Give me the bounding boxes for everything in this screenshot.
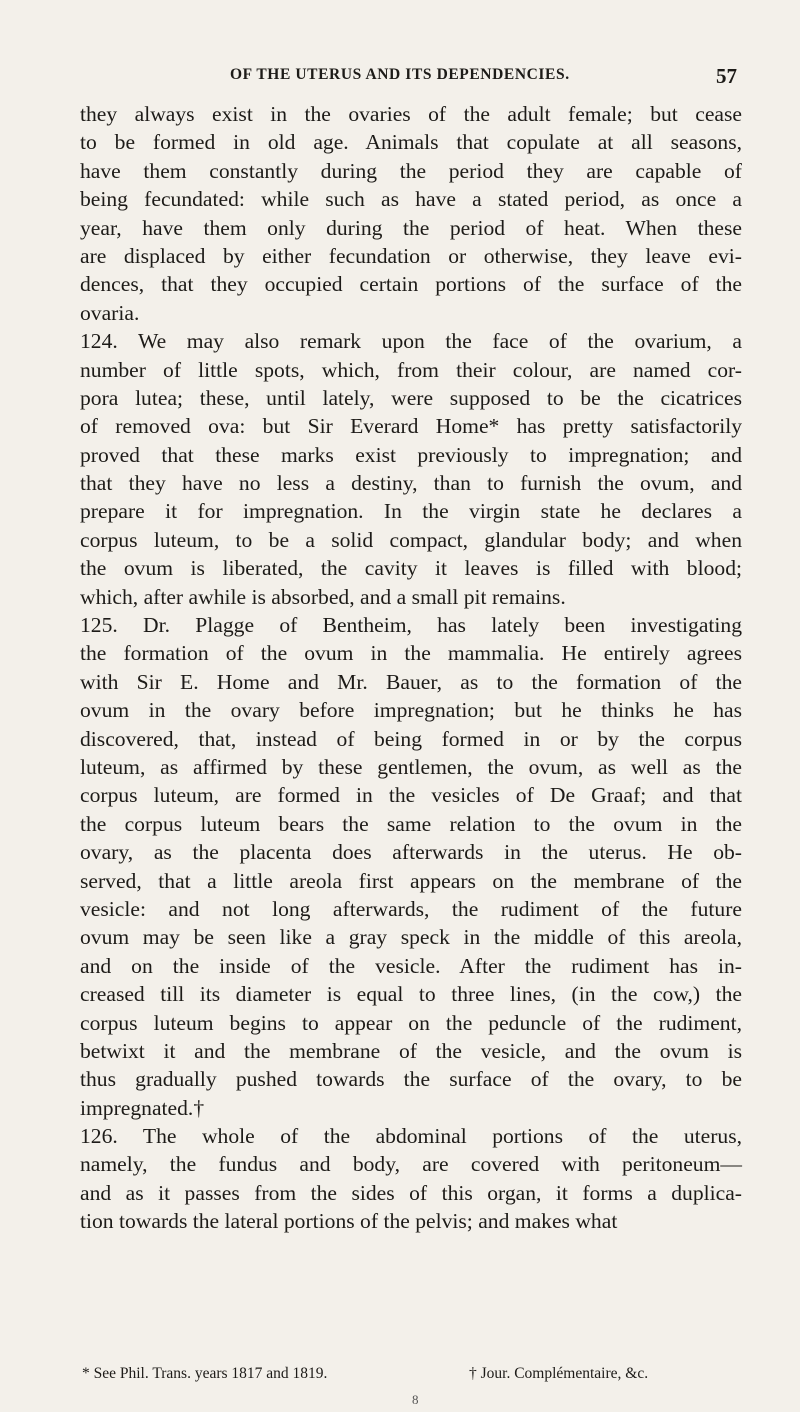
text-line: ovum may be seen like a gray speck in the middle of this areola, xyxy=(80,925,742,950)
text-line: corpus luteum, are formed in the vesicles of De Graaf; and that xyxy=(80,783,742,808)
running-head xyxy=(0,64,800,88)
footnote-dagger: † Jour. Complémentaire, &c. xyxy=(469,1365,649,1382)
text-line: of removed ova: but Sir Everard Home* has pretty satisfactorily xyxy=(80,414,742,439)
text-line: dences, that they occupied certain portions of the surface of the xyxy=(80,272,742,297)
text-line: which, after awhile is absorbed, and a small pit remains. xyxy=(80,584,566,609)
text-line: vesicle: and not long afterwards, the rudiment of the future xyxy=(80,896,742,921)
footnotes xyxy=(80,1365,742,1389)
text-line: 124. We may also remark upon the face of the ovarium, a xyxy=(80,329,742,354)
text-line: the ovum is liberated, the cavity it leaves is filled with blood; xyxy=(80,556,742,581)
text-line: ovary, as the placenta does afterwards in the uterus. He ob- xyxy=(80,840,742,865)
text-line: namely, the fundus and body, are covered with peritoneum— xyxy=(80,1152,742,1177)
text-line: tion towards the lateral portions of the pelvis; and makes what xyxy=(80,1209,618,1234)
text-line: thus gradually pushed towards the surface of the ovary, to be xyxy=(80,1067,742,1092)
text-line: corpus luteum begins to appear on the peduncle of the rudiment, xyxy=(80,1010,742,1035)
text-line: luteum, as affirmed by these gentlemen, the ovum, as well as the xyxy=(80,754,742,779)
text-line: betwixt it and the membrane of the vesicle, and the ovum is xyxy=(80,1038,742,1063)
text-line: are displaced by either fecundation or otherwise, they leave evi- xyxy=(80,243,742,268)
text-line: creased till its diameter is equal to three lines, (in the cow,) the xyxy=(80,982,742,1007)
text-line: served, that a little areola first appears on the membrane of the xyxy=(80,868,742,893)
text-line: they always exist in the ovaries of the adult female; but cease xyxy=(80,102,742,126)
text-line: with Sir E. Home and Mr. Bauer, as to the formation of the xyxy=(80,669,742,694)
text-line: the formation of the ovum in the mammalia. He entirely agrees xyxy=(80,641,742,666)
text-line: to be formed in old age. Animals that copulate at all seasons, xyxy=(80,130,742,155)
text-line: 125. Dr. Plagge of Bentheim, has lately been investigating xyxy=(80,613,742,638)
signature-mark: 8 xyxy=(412,1392,419,1407)
text-line: year, have them only during the period of heat. When these xyxy=(80,215,742,240)
text-line: the corpus luteum bears the same relation to the ovum in the xyxy=(80,811,742,836)
text-line: impregnated.† xyxy=(80,1095,205,1120)
text-line: ovaria. xyxy=(80,300,140,325)
text-line: and as it passes from the sides of this organ, it forms a duplica- xyxy=(80,1180,742,1205)
text-line: number of little spots, which, from their colour, are named cor- xyxy=(80,357,742,382)
text-line: 126. The whole of the abdominal portions of the uterus, xyxy=(80,1124,742,1149)
text-line: that they have no less a destiny, than to furnish the ovum, and xyxy=(80,471,742,496)
text-line: have them constantly during the period they are capable of xyxy=(80,158,742,183)
text-line: being fecundated: while such as have a stated period, as once a xyxy=(80,187,742,212)
text-line: prepare it for impregnation. In the virgin state he declares a xyxy=(80,499,742,524)
footnote-star: * See Phil. Trans. years 1817 and 1819. xyxy=(82,1365,328,1382)
text-line: corpus luteum, to be a solid compact, glandular body; and when xyxy=(80,527,742,552)
running-head-title: OF THE UTERUS AND ITS DEPENDENCIES. xyxy=(230,66,570,83)
text-line: and on the inside of the vesicle. After the rudiment has in- xyxy=(80,953,742,978)
text-line: proved that these marks exist previously to impregnation; and xyxy=(80,442,742,467)
page-number: 57 xyxy=(716,64,737,88)
text-line: discovered, that, instead of being formed in or by the corpus xyxy=(80,726,742,751)
text-line: pora lutea; these, until lately, were supposed to be the cicatrices xyxy=(80,385,742,410)
body-text xyxy=(80,100,742,1236)
text-line: ovum in the ovary before impregnation; but he thinks he has xyxy=(80,698,742,723)
